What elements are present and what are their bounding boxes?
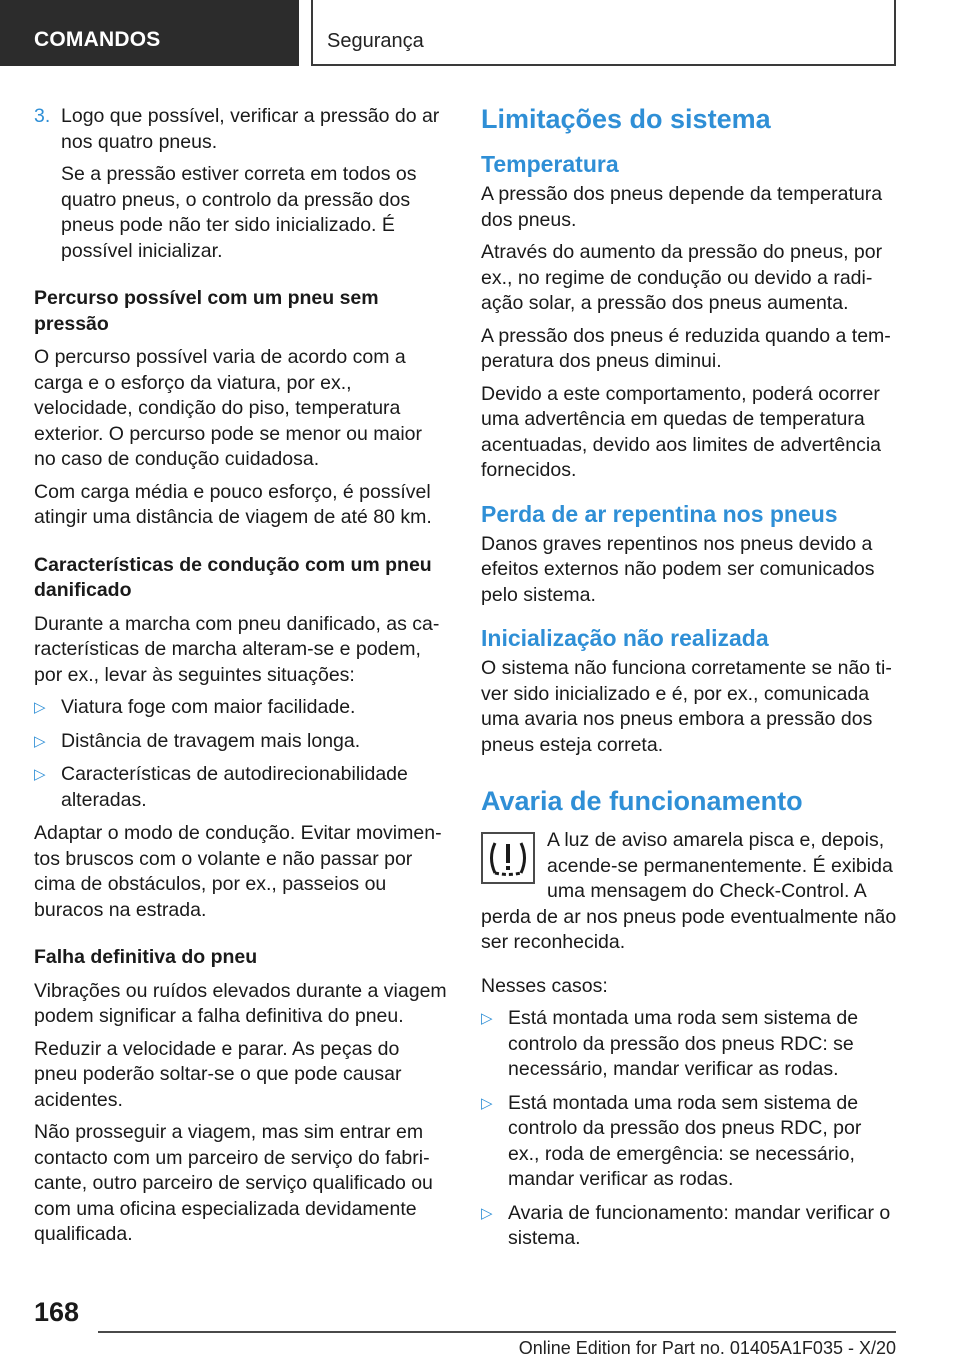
paragraph: Reduzir a velocidade e parar. As peças do pneu poderão soltar-se o que pode causar acidentes. (34, 1037, 402, 1111)
subheading-tire-failure: Falha definitiva do pneu (34, 946, 258, 968)
heading-system-limits: Limitações do sistema (481, 104, 771, 134)
step-3 (34, 104, 448, 264)
paragraph: O percurso possível varia de acordo com a carga e o esforço da viatura, por ex., velocidade, condição do piso, temperatura exterior. O percurso pode se menor ou maior no caso de condução cuidadosa. (34, 346, 423, 470)
paragraph: A pressão dos pneus é reduzida quando a temperatura dos pneus diminui. (481, 324, 891, 372)
paragraph: Danos graves repentinos nos pneus devido a efeitos externos não podem ser comunicados pelo sistema. (481, 532, 875, 606)
triangle-bullet-icon: ▷ (34, 766, 46, 783)
step-text: Logo que possível, verificar a pressão do ar nos quatro pneus. (61, 105, 440, 153)
paragraph: Com carga média e pouco esforço, é possível atingir uma distância de viagem de até 80 km. (34, 480, 432, 528)
paragraph: O sistema não funciona corretamente se não tiver sido inicializado e é, por ex., comunicada uma avaria nos pneus embora a pressão dos pneus esteja correta. (481, 657, 892, 756)
subheading-range: Percurso possível com um pneu sem pressão (34, 287, 379, 335)
heading-malfunction: Avaria de funcionamento (481, 786, 803, 816)
heading-not-initialized: Inicialização não realizada (481, 625, 769, 651)
paragraph: Durante a marcha com pneu danificado, as características de marcha alteram-se e podem, por ex., levar às seguintes situações: (34, 612, 440, 686)
list-item: ▷ Avaria de funcionamento: mandar verificar o sistema. (481, 1201, 891, 1249)
step-note: Se a pressão estiver correta em todos os quatro pneus, o controlo da pressão dos pneus pode não ter sido inicializado. É possível inicializar. (61, 163, 417, 262)
heading-sudden-loss: Perda de ar repentina nos pneus (481, 500, 838, 527)
subheading-driving-characteristics: Características de condução com um pneu danificado (34, 553, 432, 601)
paragraph: Vibrações ou ruídos elevados durante a viagem podem significar a falha definitiva do pneu. (34, 979, 447, 1027)
triangle-bullet-icon: ▷ (481, 1094, 493, 1112)
list-item: ▷ Está montada uma roda sem sistema de controlo da pressão dos pneus RDC: se necessário, mandar verificar as rodas. (481, 1007, 859, 1080)
list-item: ▷ Características de autodirecionabilidade alteradas. (34, 763, 408, 811)
footer-edition: Online Edition for Part no. 01405A1F035 - X/20 (518, 1338, 896, 1358)
triangle-bullet-icon: ▷ (481, 1204, 493, 1222)
tire-pressure-warning-icon (481, 832, 535, 884)
list-item: ▷ Está montada uma roda sem sistema de controlo da pressão dos pneus RDC, por ex., roda de emergência: se necessário, mandar verificar as rodas. (481, 1091, 862, 1190)
right-column (481, 104, 897, 1260)
paragraph: Devido a este comportamento, poderá ocorrer uma advertência em quedas de temperatura acentuadas, devido aos limites de advertência fornecidos. (481, 382, 881, 481)
paragraph: A luz de aviso amarela pisca e, depois, acende-se permanentemente. É exibida uma mensagem do Check-Control. A perda de ar nos pneus pode eventualmente não ser reconhecida. (481, 829, 897, 953)
footer-divider (98, 1331, 896, 1333)
page-number: 168 (34, 1297, 80, 1327)
paragraph: Através do aumento da pressão do pneus, por ex., no regime de condução ou devido a radiação solar, a pressão dos pneus aumenta. (481, 241, 883, 314)
cases-list (481, 1006, 897, 1252)
paragraph: Adaptar o modo de condução. Evitar movimentos bruscos com o volante e não passar por cima de obstáculos, por ex., passeios ou buracos na estrada. (34, 822, 442, 921)
triangle-bullet-icon: ▷ (481, 1010, 493, 1027)
heading-temperature: Temperatura (481, 151, 619, 177)
left-column (34, 104, 448, 1255)
subsection-tab: Segurança (311, 0, 896, 66)
paragraph: Não prosseguir a viagem, mas sim entrar em contacto com um parceiro de serviço do fabricante, outro parceiro de serviço qualificado ou com uma oficina especializada devidamente qualificada. (34, 1121, 433, 1245)
bullet-list (34, 695, 448, 813)
paragraph: Nesses casos: (481, 974, 608, 997)
section-tab: COMANDOS (0, 0, 299, 66)
triangle-bullet-icon: ▷ (34, 732, 46, 750)
list-item: ▷ Distância de travagem mais longa. (34, 729, 448, 755)
step-number: 3. (34, 105, 51, 127)
malfunction-block (481, 828, 897, 956)
triangle-bullet-icon: ▷ (34, 699, 46, 716)
list-item: ▷ Viatura foge com maior facilidade. (34, 695, 448, 721)
paragraph: A pressão dos pneus depende da temperatura dos pneus. (481, 183, 883, 231)
